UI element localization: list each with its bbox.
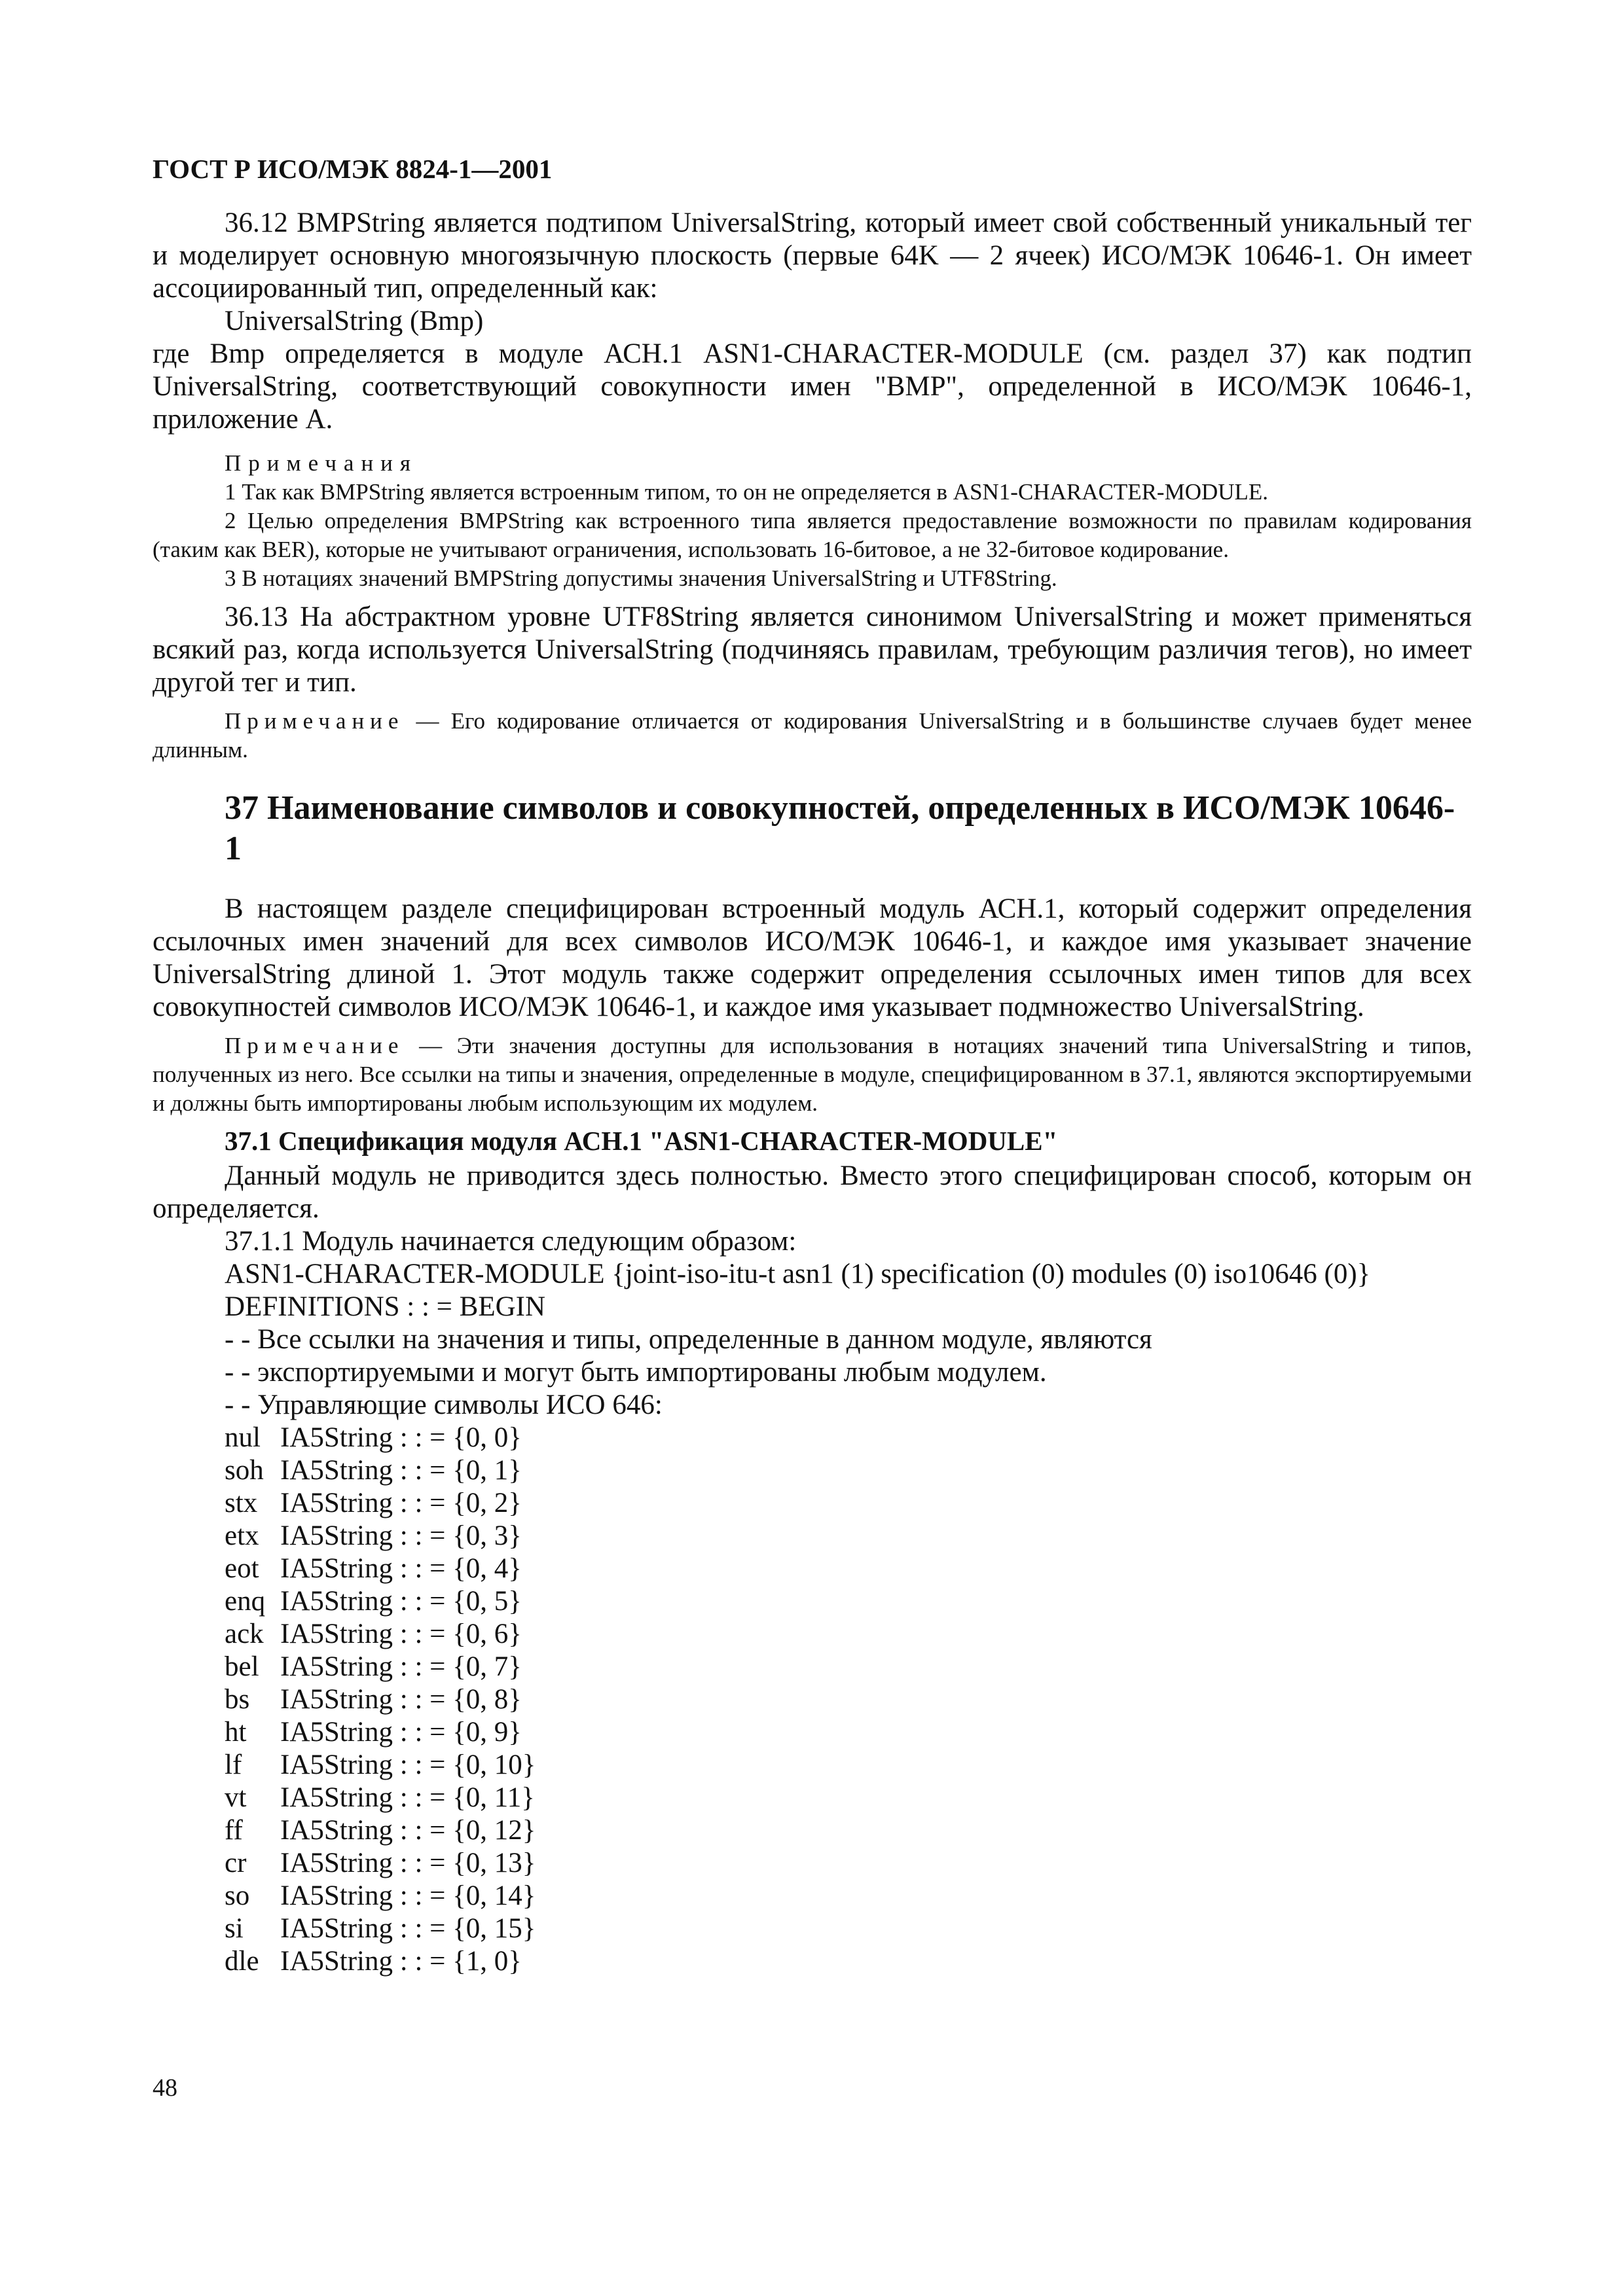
control-char-name: lf xyxy=(225,1749,242,1780)
type-definition-line: UniversalString (Bmp) xyxy=(225,306,484,336)
control-char-name: si xyxy=(225,1913,244,1944)
control-char-def: IA5String : : = {0, 3} xyxy=(280,1520,522,1551)
section-37-title: 37 Наименование символов и совокупностей, определенных в ИСО/МЭК 10646-1 xyxy=(225,789,1455,867)
control-char-name: bel xyxy=(225,1651,259,1682)
control-char-def: IA5String : : = {0, 12} xyxy=(280,1815,536,1846)
module-comment-line: - - Управляющие символы ИСО 646: xyxy=(225,1390,663,1420)
note-36-13 xyxy=(153,707,1472,764)
control-char-def: IA5String : : = {0, 6} xyxy=(280,1619,522,1649)
control-char-def: IA5String : : = {0, 2} xyxy=(280,1488,522,1518)
note-lead: Примечание xyxy=(225,1033,405,1058)
control-char-row xyxy=(153,1814,1472,1847)
control-char-row xyxy=(153,1945,1472,1978)
control-char-name: ht xyxy=(225,1717,247,1748)
note-item-2: 2 Целью определения BMPString как встроенного типа является предоставление возможности по правилам кодирования (таким как BER), которые не учитывают ограничения, использовать 16-битовое, а не 32-битовое кодирование. xyxy=(153,508,1472,562)
control-char-def: IA5String : : = {1, 0} xyxy=(280,1946,522,1977)
control-char-row xyxy=(153,1520,1472,1552)
control-char-def: IA5String : : = {0, 8} xyxy=(280,1684,522,1715)
control-char-def: IA5String : : = {0, 5} xyxy=(280,1586,522,1617)
control-char-row xyxy=(153,1585,1472,1618)
control-char-row xyxy=(153,1487,1472,1520)
control-char-def: IA5String : : = {0, 14} xyxy=(280,1880,536,1911)
control-char-row xyxy=(153,1847,1472,1880)
control-char-row xyxy=(153,1422,1472,1454)
control-char-def: IA5String : : = {0, 9} xyxy=(280,1717,522,1748)
control-char-name: stx xyxy=(225,1488,258,1518)
control-char-name: bs xyxy=(225,1684,250,1715)
control-char-name: ack xyxy=(225,1619,264,1649)
paragraph-37-intro: В настоящем разделе специфицирован встроенный модуль АСН.1, который содержит определения ссылочных имен значений для всех символов ИСО/МЭК 10646-1, и каждое имя указывает значение UniversalString длиной 1. Этот модуль также содержит определения ссылочных имен типов для всех совокупностей символов ИСО/МЭК 10646-1, и каждое имя указывает подмножество UniversalString. xyxy=(153,893,1472,1022)
control-char-name: soh xyxy=(225,1455,264,1486)
control-char-name: nul xyxy=(225,1422,261,1453)
control-char-name: ff xyxy=(225,1815,243,1846)
control-char-name: dle xyxy=(225,1946,259,1977)
control-char-row xyxy=(153,1912,1472,1945)
module-line: ASN1-CHARACTER-MODULE {joint-iso-itu-t asn1 (1) specification (0) modules (0) iso10646 (0)} xyxy=(225,1259,1371,1289)
control-char-def: IA5String : : = {0, 0} xyxy=(280,1422,522,1453)
paragraph-37-1-1: 37.1.1 Модуль начинается следующим образом: xyxy=(225,1226,797,1257)
control-char-def: IA5String : : = {0, 4} xyxy=(280,1553,522,1584)
note-text: — Его кодирование отличается от кодирования UniversalString и в большинстве случаев будет менее длинным. xyxy=(153,708,1472,762)
control-char-row xyxy=(153,1782,1472,1814)
note-item-3: 3 В нотациях значений BMPString допустимы значения UniversalString и UTF8String. xyxy=(225,565,1057,591)
control-char-row xyxy=(153,1683,1472,1716)
document-header: ГОСТ Р ИСО/МЭК 8824-1—2001 xyxy=(153,154,553,184)
control-char-row xyxy=(153,1651,1472,1683)
notes-heading: Примечания xyxy=(225,450,418,476)
control-char-def: IA5String : : = {0, 10} xyxy=(280,1749,536,1780)
control-char-def: IA5String : : = {0, 1} xyxy=(280,1455,522,1486)
module-comment-line: - - экспортируемыми и могут быть импортированы любым модулем. xyxy=(225,1357,1047,1388)
paragraph-37-1: Данный модуль не приводится здесь полностью. Вместо этого специфицирован способ, которым он определяется. xyxy=(153,1160,1472,1224)
control-char-def: IA5String : : = {0, 15} xyxy=(280,1913,536,1944)
document-page xyxy=(153,152,1472,1978)
page-number: 48 xyxy=(153,2074,177,2102)
subsection-37-1-title: 37.1 Спецификация модуля АСН.1 "ASN1-CHARACTER-MODULE" xyxy=(225,1126,1058,1156)
control-char-def: IA5String : : = {0, 7} xyxy=(280,1651,522,1682)
control-char-name: vt xyxy=(225,1782,247,1813)
control-char-row xyxy=(153,1454,1472,1487)
module-line: DEFINITIONS : : = BEGIN xyxy=(225,1291,546,1322)
control-char-name: cr xyxy=(225,1848,247,1878)
control-char-row xyxy=(153,1552,1472,1585)
control-char-def: IA5String : : = {0, 11} xyxy=(280,1782,535,1813)
control-char-list xyxy=(153,1422,1472,1978)
module-comment-line: - - Все ссылки на значения и типы, определенные в данном модуле, являются xyxy=(225,1324,1152,1355)
paragraph-36-12-continued: где Bmp определяется в модуле АСН.1 ASN1-CHARACTER-MODULE (см. раздел 37) как подтип UniversalString, соответствующий совокупности имен "BMP", определенной в ИСО/МЭК 10646-1, приложение А. xyxy=(153,338,1472,435)
paragraph-36-12: 36.12 BMPString является подтипом UniversalString, который имеет свой собственный уникальный тег и моделирует основную многоязычную плоскость (первые 64K — 2 ячеек) ИСО/МЭК 10646-1. Он имеет ассоциированный тип, определенный как: xyxy=(153,207,1472,304)
control-char-name: so xyxy=(225,1880,250,1911)
control-char-row xyxy=(153,1618,1472,1651)
control-char-row xyxy=(153,1716,1472,1749)
control-char-def: IA5String : : = {0, 13} xyxy=(280,1848,536,1878)
paragraph-36-13: 36.13 На абстрактном уровне UTF8String является синонимом UniversalString и может применяться всякий раз, когда используется UniversalString (подчиняясь правилам, требующим различия тегов), но имеет другой тег и тип. xyxy=(153,601,1472,698)
note-37 xyxy=(153,1031,1472,1118)
control-char-name: etx xyxy=(225,1520,259,1551)
control-char-name: enq xyxy=(225,1586,266,1617)
note-item-1: 1 Так как BMPString является встроенным типом, то он не определяется в ASN1-CHARACTER-MODULE. xyxy=(225,479,1269,505)
control-char-row xyxy=(153,1749,1472,1782)
note-text: — Эти значения доступны для использования в нотациях значений типа UniversalString и типов, полученных из него. Все ссылки на типы и значения, определенные в модуле, специфицированном в 37.1, являются экспортируемыми и должны быть импортированы любым использующим их модулем. xyxy=(153,1033,1472,1116)
note-lead: Примечание xyxy=(225,708,405,734)
control-char-row xyxy=(153,1880,1472,1912)
control-char-name: eot xyxy=(225,1553,259,1584)
